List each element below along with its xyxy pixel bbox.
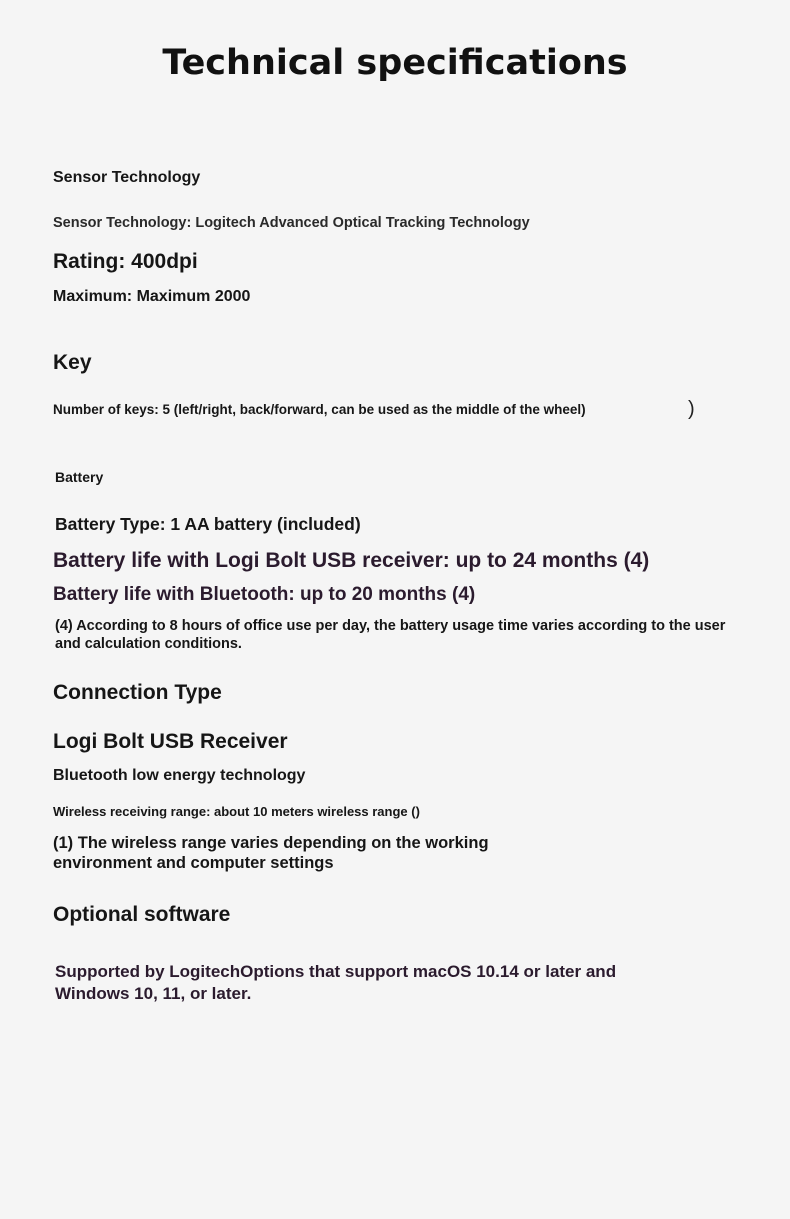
battery-life-bluetooth: Battery life with Bluetooth: up to 20 months (4)	[53, 584, 476, 605]
stray-parenthesis: )	[688, 398, 695, 420]
page-title: Technical specifications	[162, 43, 628, 83]
battery-heading: Battery	[55, 469, 104, 485]
battery-footnote: (4) According to 8 hours of office use per day, the battery usage time varies according to the user and calculation conditions.	[55, 618, 726, 652]
connection-range: Wireless receiving range: about 10 meters wireless range ()	[53, 804, 420, 819]
connection-heading: Connection Type	[53, 681, 222, 704]
sensor-maximum: Maximum: Maximum 2000	[53, 288, 251, 305]
sensor-heading: Sensor Technology	[53, 169, 201, 186]
sensor-technology: Sensor Technology: Logitech Advanced Optical Tracking Technology	[53, 215, 530, 231]
software-heading: Optional software	[53, 903, 231, 926]
software-supported: Supported by LogitechOptions that support macOS 10.14 or later and Windows 10, 11, or later.	[55, 962, 617, 1003]
battery-life-bolt: Battery life with Logi Bolt USB receiver: up to 24 months (4)	[53, 549, 650, 572]
connection-bluetooth: Bluetooth low energy technology	[53, 767, 306, 784]
key-count: Number of keys: 5 (left/right, back/forward, can be used as the middle of the wheel)	[53, 402, 586, 417]
connection-receiver: Logi Bolt USB Receiver	[53, 730, 288, 753]
connection-footnote: (1) The wireless range varies depending on the working environment and computer settings	[53, 834, 489, 872]
battery-type: Battery Type: 1 AA battery (included)	[55, 514, 361, 534]
sensor-rating: Rating: 400dpi	[53, 250, 198, 273]
key-heading: Key	[53, 351, 92, 374]
